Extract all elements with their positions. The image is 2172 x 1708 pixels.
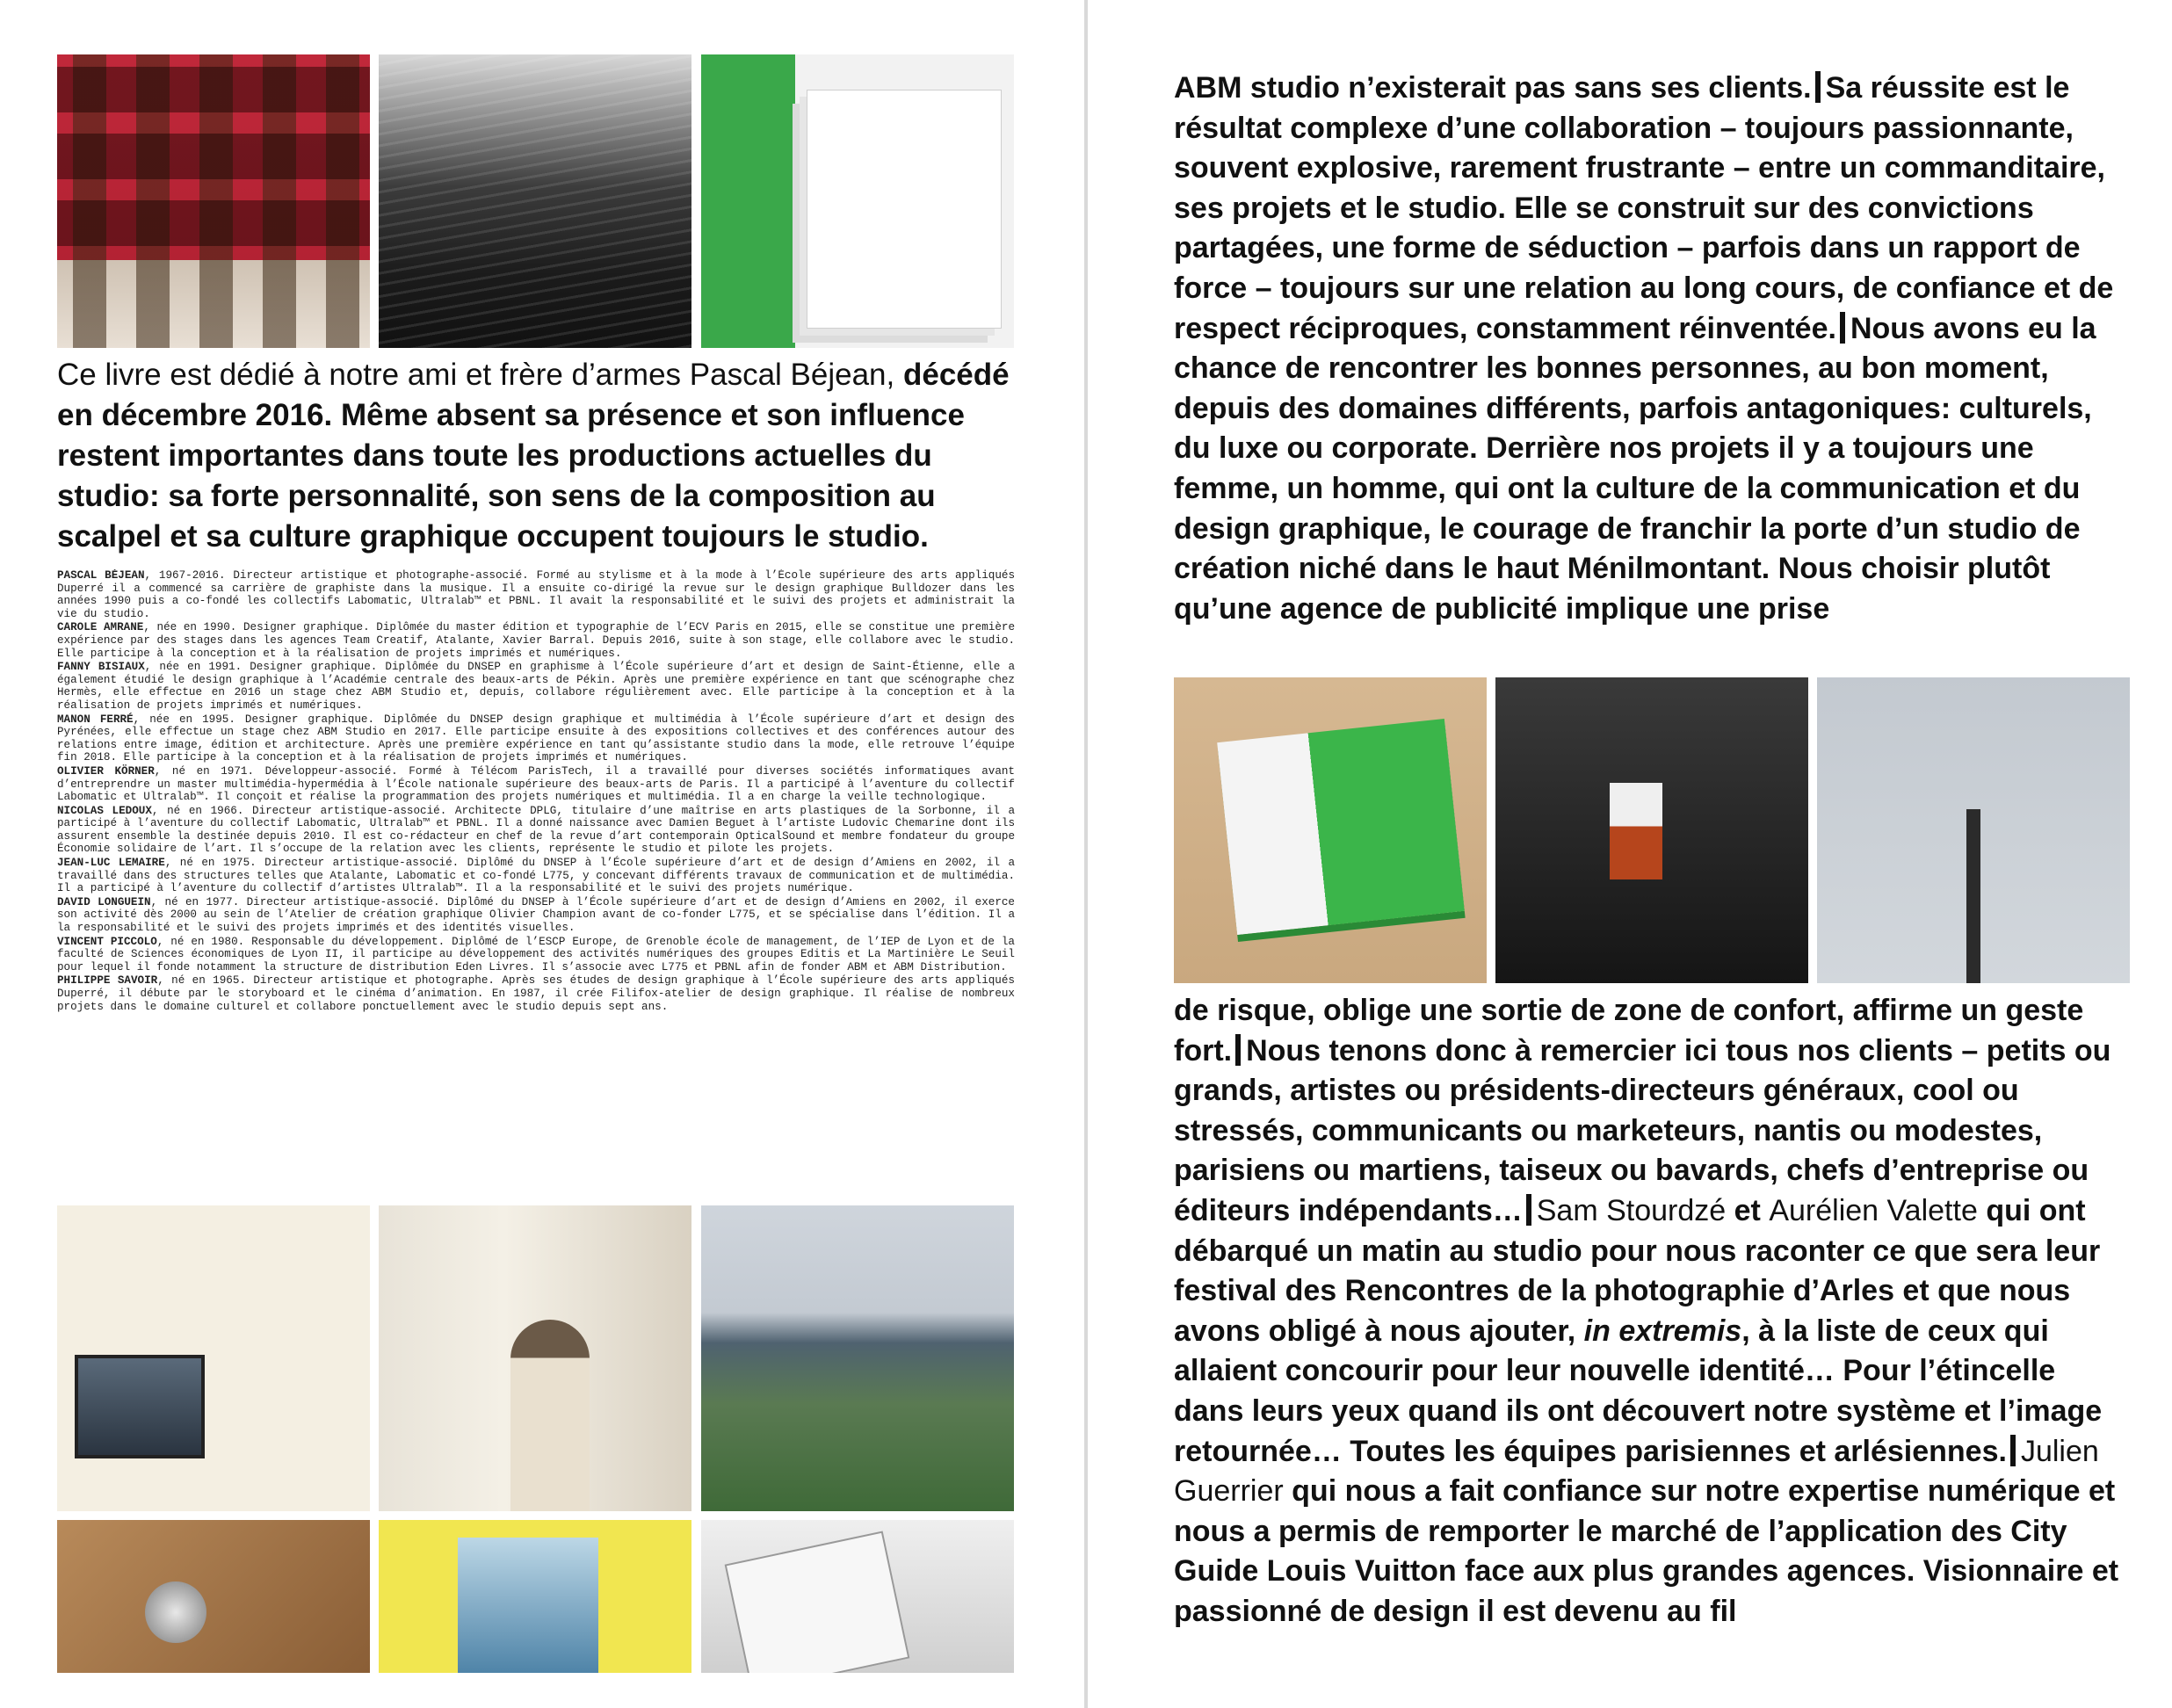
paintings-gallery-photo xyxy=(57,54,370,348)
bio-entry: PASCAL BÉJEAN, 1967-2016. Directeur artistique et photographe-associé. Formé au stylisme et à la mode à l’École supérieure des arts appliqués Duperré il a commencé sa carrière de graphiste dans la musique. Il a ensuite co-dirigé la revue sur le design graphique Bulldozer dans les années 1990 puis a co-fondé les collectifs Labomatic, Ultralab™ et PBNL. Il avait la responsabilité et le suivi des projets et administrait la vie du studio. xyxy=(57,569,1015,620)
dedication-text xyxy=(57,355,1024,557)
separator-bar xyxy=(1840,312,1845,344)
client-name: Aurélien Valette xyxy=(1769,1193,1978,1227)
green-book-photo xyxy=(1174,677,1487,983)
dark-door-photo xyxy=(1495,677,1808,983)
client-name: Sam Stourdzé xyxy=(1536,1193,1727,1227)
bio-entry: CAROLE AMRANE, née en 1990. Designer graphique. Diplômée du master édition et typographie de l’ECV Paris en 2015, elle se constitue une première expérience par des stages dans les agences Team Creatif, Atalante, Xavier Barral. Depuis 2016, suite à son stage, elle collabore avec le studio. Elle participe à la conception et à la réalisation de projets imprimés et numériques. xyxy=(57,621,1015,660)
bio-entry: VINCENT PICCOLO, né en 1980. Responsable du développement. Diplômé de l’ESCP Europe, de Grenoble école de management, de l’IEP de Lyon et de la faculté de Sciences économiques de Lyon II, il participe au développement des activités numériques des groupes Editis et La Martinière Le Seuil pour lequel il fonde notamment la structure de distribution Eden Livres. Il s’associe avec L775 et PBNL afin de fonder ABM et ABM Distribution. xyxy=(57,935,1015,973)
client-name: Julien Guerrier xyxy=(1174,1434,2099,1509)
separator-bar xyxy=(2010,1435,2016,1466)
dedication-intro: Ce livre est dédié à notre ami et frère d’armes Pascal Béjean, xyxy=(57,358,895,392)
bio-entry: OLIVIER KÖRNER, né en 1971. Développeur-associé. Formé à Télécom ParisTech, il a travaillé pour diverses sociétés informatiques avant d’entreprendre un master multimédia-hypermédia à l’École nationale supérieure des beaux-arts de Paris. Il a participé à l’aventure du collectif Labomatic et Ultralab™. Il conçoit et réalise la programmation des projets numériques et multimédia. Il a en charge la veille technologique. xyxy=(57,764,1015,804)
papers-drawings-photo xyxy=(701,54,1014,348)
team-biographies xyxy=(57,569,1015,1202)
woman-interior-photo xyxy=(379,1205,691,1511)
separator-bar xyxy=(1235,1034,1241,1066)
dido-poster-photo xyxy=(57,1205,370,1511)
sky-obelisk-photo xyxy=(1817,677,2130,983)
bio-entry: PHILIPPE SAVOIR, né en 1965. Directeur artistique et photographe. Après ses études de design graphique à l’École supérieure des arts appliqués Duperré, il débute par le storyboard et le cinéma d’animation. En 1987, il crée Filifox-atelier de design graphique. Il réalise de nombreux projets dans le domaine culturel et collabore ponctuellement avec le studio depuis sept ans. xyxy=(57,974,1015,1013)
right-body-text-bottom: de risque, oblige une sortie de zone de confort, affirme un geste fort. Nous tenons donc à remercier ici tous nos clients – petits ou grands, artistes ou présidents-directeurs généraux, cool ou stressés, communicants ou marketeurs, nantis ou modestes, parisiens ou martiens, taiseux ou bavards, chefs d’entreprise ou éditeurs indépendants… Sam Stourdzé et Aurélien Valette qui ont débarqué un matin au studio pour nous raconter ce que sera leur festival des Rencontres de la photographie d’Arles et que nous avons obligé à nous ajouter, in extremis, à la liste de ceux qui allaient concourir pour leur nouvelle identité… Pour l’étincelle dans leurs yeux quand ils ont découvert notre système et l’image retournée… Toutes les équipes parisiennes et arlésiennes. Julien Guerrier qui nous a fait confiance sur notre expertise numérique et nous a permis de remporter le marché de l’application des City Guide Louis Vuitton face aux plus grandes agences. Visionnaire et passionné de design il est devenu au fil xyxy=(1174,994,2119,1628)
floor-mirror-photo xyxy=(57,1520,370,1673)
separator-bar xyxy=(1526,1194,1531,1226)
bio-entry: NICOLAS LEDOUX, né en 1966. Directeur artistique-associé. Architecte DPLG, titulaire d’une maîtrise en arts plastiques de la Sorbonne, il a participé à l’aventure du collectif Labomatic, Ultralab™ et PBNL. Il a donné naissance avec Damien Beguet à l’artiste Ludovic Chemarine dont ils assurent ensemble la destinée depuis 2010. Il est co-rédacteur en chef de la revue d’art contemporain OpticalSound et membre fondateur du groupe Économie solidaire de l’art. Il s’occupe de la relation avec les clients, représente le studio et pilote les projets. xyxy=(57,804,1015,856)
spread-gutter xyxy=(1084,0,1088,1708)
bio-entry: FANNY BISIAUX, née en 1991. Designer graphique. Diplômée du DNSEP en graphisme à l’École supérieure d’art et design de Saint-Étienne, elle a également étudié le design graphique à l’Académie centrale des beaux-arts de Pékin. Après une première expérience en tant que scénographe chez Hermès, elle effectue en 2016 un stage chez ABM Studio et, depuis, collabore régulièrement avec. Elle participe à la conception et à la réalisation de projets imprimés et numériques. xyxy=(57,661,1015,712)
cliffs-photo xyxy=(701,1205,1014,1511)
separator-bar xyxy=(1815,71,1821,103)
bio-entry: JEAN-LUC LEMAIRE, né en 1975. Directeur artistique-associé. Diplômé du DNSEP à l’École supérieure d’art et de design d’Amiens en 2002, il a travaillé dans des structures telles que Atalante, Labomatic et co-fondé L775, y concevant différents travaux de communication et de multimédia. Il a participé à l’aventure du collectif d’artistes Ultralab™. Il a la responsabilité et le suivi des projets numérique. xyxy=(57,857,1015,895)
yellow-poster-photo xyxy=(379,1520,691,1673)
bio-entry: DAVID LONGUEIN, né en 1977. Directeur artistique-associé. Diplômé du DNSEP à l’École supérieure d’art et de design d’Amiens en 2002, il exerce son activité dès 2000 au sein de l’Atelier de création graphique Olivier Champion avant de co-fonder L775, et se spécialise dans l’édition. Il a la responsabilité et le suivi des projets imprimés et des identités visuelles. xyxy=(57,895,1015,935)
sea-waves-photo xyxy=(379,54,691,348)
right-body-text-top: ABM studio n’existerait pas sans ses clients. Sa réussite est le résultat complexe d’une collaboration – toujours passionnante, souvent explosive, rarement frustrante – entre un commanditaire, ses projets et le studio. Elle se construit sur des convictions partagées, une forme de séduction – parfois dans un rapport de force – toujours sur une relation au long cours, de confiance et de respect réciproques, constamment réinventée. Nous avons eu la chance de rencontrer les bonnes personnes, au bon moment, depuis des domaines différents, parfois antagoniques: culturels, du luxe ou corporate. Derrière nos projets il y a toujours une femme, un homme, qui ont la culture de la communication et du design graphique, le courage de franchir la porte d’un studio de création niché dans le haut Ménilmontant. Nous choisir plutôt qu’une agence de publicité implique une prise xyxy=(1174,71,2114,626)
bio-entry: MANON FERRÉ, née en 1995. Designer graphique. Diplômée du DNSEP design graphique et multimédia à l’École supérieure d’art et design des Pyrénées, elle effectue un stage chez ABM Studio en 2017. Elle participe ensuite à des expositions collectives et des conférences autour des relations entre image, édition et architecture. Après une première expérience en tant qu’assistante studio dans la mode, elle retrouve l’équipe fin 2018. Elle participe à la conception et à la réalisation de projets imprimés et numériques. xyxy=(57,713,1015,764)
bag-photo xyxy=(701,1520,1014,1673)
dedication-bold: décédé en décembre 2016. Même absent sa présence et son influence restent importantes dans toute les productions actuelles du studio: sa forte personnalité, son sens de la composition au scalpel et sa culture graphique occupent toujours le studio. xyxy=(57,358,1010,554)
